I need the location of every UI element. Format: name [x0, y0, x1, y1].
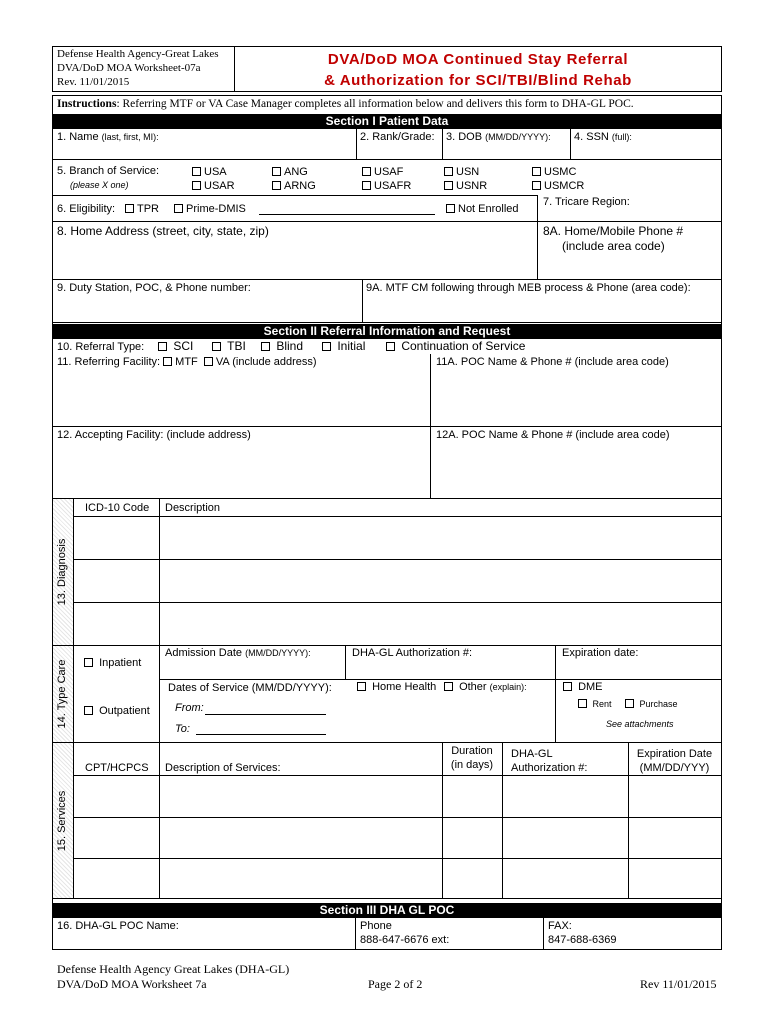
prime-dmis-field[interactable]: [259, 203, 435, 215]
footer-revision: Rev 11/01/2015: [640, 977, 717, 991]
agency-line-2: DVA/DoD MOA Worksheet-07a: [57, 62, 201, 74]
branch-usmcr[interactable]: USMCR: [532, 180, 584, 193]
home-address-label: 8. Home Address (street, city, state, zip): [57, 224, 269, 238]
checkbox-icon: [158, 342, 167, 351]
branch-arng[interactable]: ARNG: [272, 180, 316, 193]
eligibility-tpr[interactable]: TPR: [125, 203, 159, 216]
see-attachments: See attachments: [606, 719, 674, 729]
divider: [53, 322, 721, 323]
services-row[interactable]: [74, 776, 720, 816]
fax-value: 847-688-6369: [548, 934, 617, 946]
divider: [442, 129, 443, 159]
poc-12a-label: 12A. POC Name & Phone # (include area code): [436, 429, 670, 441]
divider: [555, 645, 556, 742]
checkbox-icon: [446, 204, 455, 213]
divider: [53, 898, 721, 899]
divider: [53, 159, 721, 160]
purchase-option[interactable]: Purchase: [625, 698, 678, 711]
branch-usaf[interactable]: USAF: [362, 166, 403, 179]
divider: [53, 221, 721, 222]
divider: [537, 221, 538, 279]
agency-line-1: Defense Health Agency-Great Lakes: [57, 48, 219, 60]
diagnosis-desc-header: Description: [165, 502, 221, 514]
checkbox-icon: [272, 181, 281, 190]
branch-label: 5. Branch of Service:: [57, 165, 160, 177]
to-date-field[interactable]: [196, 722, 326, 735]
divider: [53, 195, 537, 196]
section-2-header: Section II Referral Information and Request: [53, 324, 721, 339]
instructions: [57, 98, 634, 111]
checkbox-icon: [625, 699, 634, 708]
footer-page-number: Page 2 of 2: [368, 977, 423, 991]
divider: [345, 645, 346, 679]
checkbox-icon: [272, 167, 281, 176]
phone-label: Phone: [360, 920, 392, 932]
va-checkbox-icon[interactable]: [204, 357, 213, 366]
checkbox-icon: [192, 181, 201, 190]
checkbox-icon: [84, 658, 93, 667]
dha-auth-label: DHA-GL Authorization #:: [352, 647, 473, 659]
exp-header-1: Expiration Date: [636, 748, 713, 760]
divider: [53, 279, 721, 280]
checkbox-icon: [532, 167, 541, 176]
divider: [543, 918, 544, 950]
referral-type-label: 10. Referral Type:: [57, 341, 145, 353]
services-row[interactable]: [74, 818, 720, 858]
divider: [356, 129, 357, 159]
divider: [53, 645, 721, 646]
checkbox-icon: [444, 682, 453, 691]
instructions-label: Instructions: [57, 98, 117, 110]
checkbox-icon: [212, 342, 221, 351]
dme-option[interactable]: DME: [563, 681, 603, 694]
exp-header-2: (MM/DD/YYY): [639, 762, 710, 774]
duty-station-label: 9. Duty Station, POC, & Phone number:: [57, 282, 251, 294]
checkbox-icon: [578, 699, 587, 708]
from-date-field[interactable]: [205, 702, 326, 715]
ssn-input[interactable]: [572, 143, 720, 158]
services-row[interactable]: [74, 859, 720, 897]
referral-tbi[interactable]: TBI: [212, 340, 246, 353]
divider: [362, 279, 363, 322]
referral-initial[interactable]: Initial: [322, 340, 365, 353]
section-3-header: Section III DHA GL POC: [53, 903, 721, 918]
checkbox-icon: [444, 181, 453, 190]
poc-name-label: 16. DHA-GL POC Name:: [57, 920, 179, 932]
eligibility-label: 6. Eligibility:: [57, 203, 116, 215]
home-phone-label: 8A. Home/Mobile Phone #: [543, 224, 684, 238]
branch-usmc[interactable]: USMC: [532, 166, 576, 179]
checkbox-icon: [563, 682, 572, 691]
eligibility-not-enrolled[interactable]: Not Enrolled: [446, 203, 519, 216]
branch-usa[interactable]: USA: [192, 166, 227, 179]
duration-header-2: (in days): [450, 759, 494, 771]
phone-value: 888-647-6676 ext:: [360, 934, 450, 946]
checkbox-icon: [362, 167, 371, 176]
referral-continuation[interactable]: Continuation of Service: [386, 340, 525, 353]
rank-label: 2. Rank/Grade:: [360, 131, 435, 143]
referral-blind[interactable]: Blind: [261, 340, 303, 353]
type-care-side-label: 14. Type Care: [56, 659, 68, 729]
cpt-col-header: CPT/HCPCS: [85, 762, 149, 774]
form-title-line-2: & Authorization for SCI/TBI/Blind Rehab: [324, 72, 632, 89]
checkbox-icon: [532, 181, 541, 190]
agency-line-3: Rev. 11/01/2015: [57, 76, 130, 88]
other-option[interactable]: Other (explain):: [444, 681, 527, 694]
mtf-cm-label: 9A. MTF CM following through MEB process & Phone (area code):: [366, 282, 691, 294]
divider: [159, 679, 721, 680]
dates-of-service-label: Dates of Service (MM/DD/YYYY):: [168, 682, 332, 694]
checkbox-icon: [444, 167, 453, 176]
services-desc-header: Description of Services:: [165, 762, 281, 774]
from-label: From:: [175, 702, 204, 714]
accepting-facility-label: 12. Accepting Facility: (include address): [57, 429, 251, 441]
checkbox-icon: [84, 706, 93, 715]
branch-hint: (please X one): [70, 180, 129, 190]
checkbox-icon: [192, 167, 201, 176]
eligibility-prime[interactable]: Prime-DMIS: [174, 203, 246, 216]
inpatient-option[interactable]: Inpatient: [84, 657, 141, 670]
tricare-region-label: 7. Tricare Region:: [543, 196, 630, 208]
home-phone-hint: (include area code): [562, 239, 665, 253]
services-side-label: 15. Services: [56, 790, 68, 852]
diagnosis-row[interactable]: [74, 560, 720, 601]
divider: [53, 426, 721, 427]
checkbox-icon: [322, 342, 331, 351]
branch-ang[interactable]: ANG: [272, 166, 308, 179]
poc-11a-label: 11A. POC Name & Phone # (include area code): [436, 356, 669, 368]
dob-label: 3. DOB (MM/DD/YYYY):: [446, 131, 551, 143]
branch-usn[interactable]: USN: [444, 166, 479, 179]
instructions-text: : Referring MTF or VA Case Manager completes all information below and delivers this form to DHA-GL POC.: [116, 98, 634, 110]
mtf-checkbox-icon[interactable]: [163, 357, 172, 366]
diagnosis-row[interactable]: [74, 517, 720, 558]
duration-header-1: Duration: [451, 745, 493, 757]
diagnosis-side-label: 13. Diagnosis: [56, 538, 68, 606]
divider: [355, 918, 356, 950]
outpatient-option[interactable]: Outpatient: [84, 705, 150, 718]
checkbox-icon: [125, 204, 134, 213]
checkbox-icon: [261, 342, 270, 351]
home-address-input[interactable]: [53, 240, 535, 278]
expiration-date-label: Expiration date:: [562, 647, 639, 659]
name-label: 1. Name (last, first, MI):: [57, 131, 159, 143]
divider: [570, 129, 571, 159]
divider: [53, 498, 721, 499]
auth-header-1: DHA-GL: [511, 748, 553, 760]
checkbox-icon: [362, 181, 371, 190]
checkbox-icon: [386, 342, 395, 351]
branch-usnr[interactable]: USNR: [444, 180, 487, 193]
checkbox-icon: [174, 204, 183, 213]
to-label: To:: [175, 723, 190, 735]
rent-option[interactable]: Rent: [578, 698, 612, 711]
divider: [53, 742, 721, 743]
divider: [159, 645, 160, 742]
home-health-option[interactable]: Home Health: [357, 681, 436, 694]
footer-worksheet: DVA/DoD MOA Worksheet 7a: [57, 977, 207, 991]
name-input[interactable]: [53, 143, 353, 158]
divider: [537, 195, 538, 221]
referral-sci[interactable]: SCI: [158, 340, 193, 353]
admission-date-label: Admission Date (MM/DD/YYYY):: [165, 647, 311, 659]
referring-facility-label: 11. Referring Facility: MTF VA (include address): [57, 356, 317, 368]
diagnosis-row[interactable]: [74, 603, 720, 644]
auth-header-2: Authorization #:: [511, 762, 588, 774]
form-title-line-1: DVA/DoD MOA Continued Stay Referral: [327, 51, 629, 68]
fax-label: FAX:: [548, 920, 572, 932]
footer-agency: Defense Health Agency Great Lakes (DHA-GL): [57, 962, 290, 976]
branch-usafr[interactable]: USAFR: [362, 180, 411, 193]
ssn-label: 4. SSN (full):: [574, 131, 632, 143]
branch-usar[interactable]: USAR: [192, 180, 235, 193]
section-1-header: Section I Patient Data: [53, 114, 721, 129]
checkbox-icon: [357, 682, 366, 691]
icd-col-header: ICD-10 Code: [85, 502, 150, 514]
